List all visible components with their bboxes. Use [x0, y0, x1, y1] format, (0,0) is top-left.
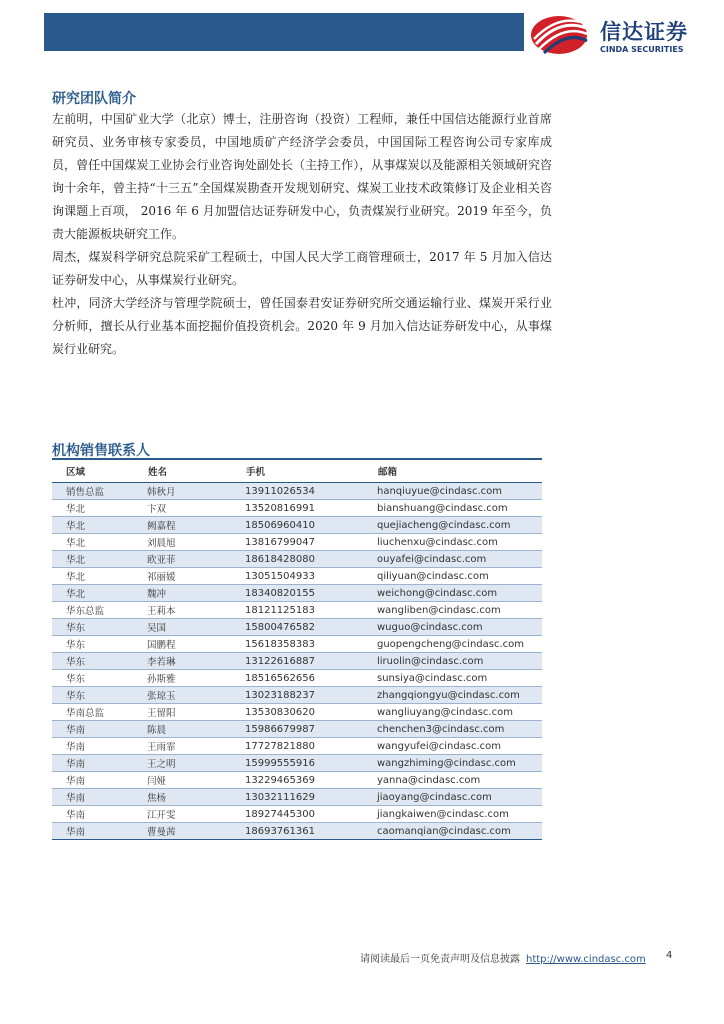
cell-phone: 15800476582: [245, 619, 377, 636]
cell-name: 江开雯: [147, 806, 245, 823]
team-section-title: 研究团队简介: [52, 91, 136, 107]
table-row: [52, 500, 542, 517]
table-row: [52, 551, 542, 568]
cinda-logo-icon: [530, 14, 590, 56]
cell-name: 李若琳: [147, 653, 245, 670]
cell-name: 王莉本: [147, 602, 245, 619]
cell-name: 王雨霏: [147, 738, 245, 755]
bio-paragraph: 杜冲，同济大学经济与管理学院硕士，曾任国泰君安证券研究所交通运输行业、煤炭开采行业分析师，擅长从行业基本面挖掘价值投资机会。2020 年 9 月加入信达证券研发中心，从事煤炭行业研究。: [52, 296, 552, 356]
brand-logo: [530, 14, 710, 56]
table-row: [52, 534, 542, 551]
column-header-region: 区域: [52, 459, 147, 483]
cell-email[interactable]: liruolin@cindasc.com: [377, 653, 542, 670]
cell-region: 华北: [52, 568, 147, 585]
cell-region: 华南: [52, 721, 147, 738]
cell-phone: 13530830620: [245, 704, 377, 721]
cell-email[interactable]: guopengcheng@cindasc.com: [377, 636, 542, 653]
cell-region: 华南: [52, 823, 147, 840]
cell-email[interactable]: quejiacheng@cindasc.com: [377, 517, 542, 534]
bio-paragraph: 左前明，中国矿业大学（北京）博士，注册咨询（投资）工程师，兼任中国信达能源行业首席研究员、业务审核专家委员，中国地质矿产经济学会委员，中国国际工程咨询公司专家库成员，曾任中国煤炭工业协会行业咨询处副处长（主持工作），从事煤炭以及能源相关领域研究咨询十余年，曾主持“十三五”全国煤炭勘查开发规划研究、煤炭工业技术政策修订及企业相关咨询课题上百项， 2016 年 6 月加盟信达证券研发中心，负责煤炭行业研究。2019 年至今，负责大能源板块研究工作。: [52, 112, 552, 241]
cell-email[interactable]: wangliuyang@cindasc.com: [377, 704, 542, 721]
table-row: [52, 602, 542, 619]
cell-email[interactable]: wuguo@cindasc.com: [377, 619, 542, 636]
cell-region: 华北: [52, 500, 147, 517]
table-row: [52, 772, 542, 789]
brand-name-en: CINDA SECURITIES: [600, 45, 684, 54]
cell-email[interactable]: wangliben@cindasc.com: [377, 602, 542, 619]
cell-region: 华东: [52, 687, 147, 704]
cell-phone: 15999555916: [245, 755, 377, 772]
footer: [360, 950, 646, 965]
bio-paragraph: 周杰，煤炭科学研究总院采矿工程硕士，中国人民大学工商管理硕士，2017 年 5 月加入信达证券研发中心，从事煤炭行业研究。: [52, 250, 552, 287]
cell-region: 华北: [52, 585, 147, 602]
cell-name: 魏冲: [147, 585, 245, 602]
cell-email[interactable]: caomanqian@cindasc.com: [377, 823, 542, 840]
cell-name: 孙斯雅: [147, 670, 245, 687]
table-row: [52, 670, 542, 687]
cell-phone: 18693761361: [245, 823, 377, 840]
cell-phone: 13911026534: [245, 483, 377, 500]
cell-region: 华东总监: [52, 602, 147, 619]
header-bar: [44, 13, 524, 51]
cell-email[interactable]: ouyafei@cindasc.com: [377, 551, 542, 568]
cell-name: 闫娅: [147, 772, 245, 789]
cell-email[interactable]: hanqiuyue@cindasc.com: [377, 483, 542, 500]
cell-name: 刘晨旭: [147, 534, 245, 551]
cell-email[interactable]: weichong@cindasc.com: [377, 585, 542, 602]
cell-region: 销售总监: [52, 483, 147, 500]
table-row: [52, 585, 542, 602]
cell-phone: 18121125183: [245, 602, 377, 619]
cell-name: 张琼玉: [147, 687, 245, 704]
cell-region: 华北: [52, 534, 147, 551]
sales-section-title: 机构销售联系人: [52, 443, 150, 459]
cell-name: 王之明: [147, 755, 245, 772]
table-row: [52, 568, 542, 585]
table-header-row: [52, 459, 542, 483]
cell-name: 祁丽媛: [147, 568, 245, 585]
cell-region: 华东: [52, 636, 147, 653]
cell-region: 华南: [52, 772, 147, 789]
cell-name: 焦杨: [147, 789, 245, 806]
cell-email[interactable]: wangzhiming@cindasc.com: [377, 755, 542, 772]
cell-phone: 13122616887: [245, 653, 377, 670]
column-header-name: 姓名: [147, 459, 245, 483]
cell-phone: 13229465369: [245, 772, 377, 789]
table-row: [52, 823, 542, 840]
cell-name: 曹曼茜: [147, 823, 245, 840]
table-row: [52, 755, 542, 772]
cell-phone: 15986679987: [245, 721, 377, 738]
cell-name: 欧亚菲: [147, 551, 245, 568]
cell-email[interactable]: qiliyuan@cindasc.com: [377, 568, 542, 585]
table-row: [52, 619, 542, 636]
table-row: [52, 738, 542, 755]
cell-region: 华东: [52, 653, 147, 670]
table-row: [52, 721, 542, 738]
cell-email[interactable]: jiaoyang@cindasc.com: [377, 789, 542, 806]
cell-phone: 13023188237: [245, 687, 377, 704]
cell-email[interactable]: zhangqiongyu@cindasc.com: [377, 687, 542, 704]
cell-phone: 15618358383: [245, 636, 377, 653]
cell-name: 卞双: [147, 500, 245, 517]
cell-email[interactable]: bianshuang@cindasc.com: [377, 500, 542, 517]
cell-region: 华北: [52, 517, 147, 534]
cell-region: 华南: [52, 789, 147, 806]
cell-name: 韩秋月: [147, 483, 245, 500]
table-row: [52, 636, 542, 653]
column-header-phone: 手机: [245, 459, 377, 483]
cell-email[interactable]: sunsiya@cindasc.com: [377, 670, 542, 687]
brand-name-cn: 信达证券: [600, 20, 688, 44]
cell-region: 华东: [52, 670, 147, 687]
cell-phone: 18516562656: [245, 670, 377, 687]
cell-email[interactable]: wangyufei@cindasc.com: [377, 738, 542, 755]
cell-region: 华南: [52, 806, 147, 823]
cell-email[interactable]: jiangkaiwen@cindasc.com: [377, 806, 542, 823]
table-row: [52, 687, 542, 704]
cell-name: 吴国: [147, 619, 245, 636]
page-number: 4: [666, 950, 673, 961]
cell-region: 华南: [52, 755, 147, 772]
table-row: [52, 483, 542, 500]
cell-email[interactable]: yanna@cindasc.com: [377, 772, 542, 789]
cell-phone: 13051504933: [245, 568, 377, 585]
cell-region: 华南: [52, 738, 147, 755]
sales-contacts-table: [52, 458, 542, 840]
cell-phone: 13816799047: [245, 534, 377, 551]
cell-region: 华南总监: [52, 704, 147, 721]
cell-email[interactable]: liuchenxu@cindasc.com: [377, 534, 542, 551]
table-row: [52, 517, 542, 534]
table-row: [52, 704, 542, 721]
cell-phone: 17727821880: [245, 738, 377, 755]
cell-phone: 18927445300: [245, 806, 377, 823]
cell-region: 华东: [52, 619, 147, 636]
cell-region: 华北: [52, 551, 147, 568]
cell-name: 王留阳: [147, 704, 245, 721]
table-row: [52, 806, 542, 823]
cell-phone: 18506960410: [245, 517, 377, 534]
cell-phone: 13520816991: [245, 500, 377, 517]
table-row: [52, 653, 542, 670]
footer-disclaimer: 请阅读最后一页免责声明及信息披露: [360, 954, 520, 965]
cell-name: 国鹏程: [147, 636, 245, 653]
cell-name: 阙嘉程: [147, 517, 245, 534]
cell-email[interactable]: chenchen3@cindasc.com: [377, 721, 542, 738]
cell-phone: 18340820155: [245, 585, 377, 602]
cell-phone: 13032111629: [245, 789, 377, 806]
column-header-email: 邮箱: [377, 459, 542, 483]
footer-url-link[interactable]: http://www.cindasc.com: [526, 954, 646, 965]
cell-phone: 18618428080: [245, 551, 377, 568]
table-body: [52, 483, 542, 840]
cell-name: 陈晨: [147, 721, 245, 738]
table-row: [52, 789, 542, 806]
